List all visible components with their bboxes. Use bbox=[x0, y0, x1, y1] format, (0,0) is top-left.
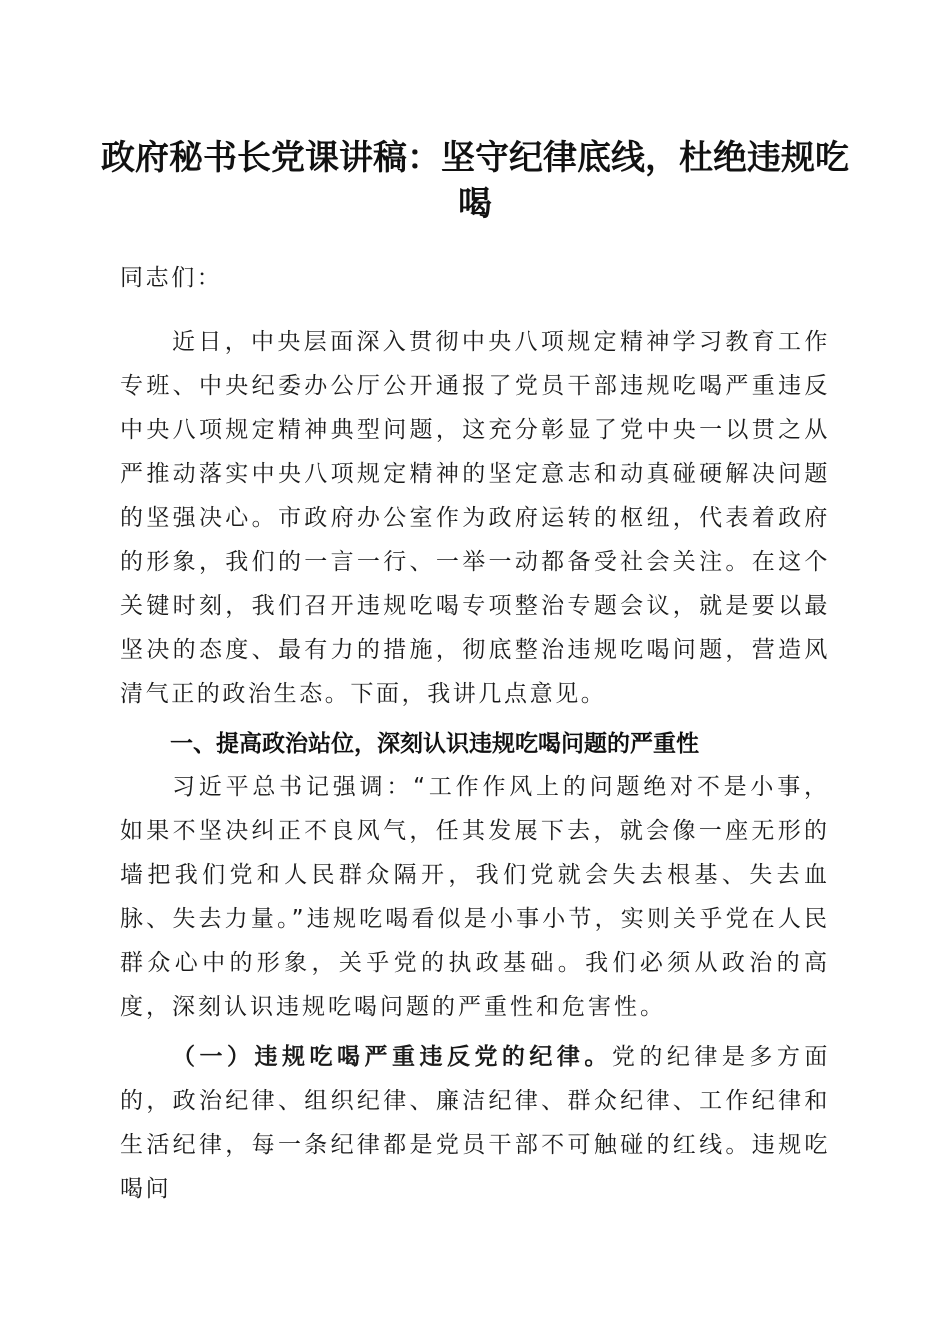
paragraph-discipline bbox=[120, 1035, 830, 1211]
paragraph-discipline-body: 党的纪律是多方面的，政治纪律、组织纪律、廉洁纪律、群众纪律、工作纪律和生活纪律，每一条纪律都是党员干部不可触碰的红线。违规吃喝问 bbox=[120, 1044, 830, 1202]
section-heading-1: 一、提高政治站位，深刻认识违规吃喝问题的严重性 bbox=[170, 731, 699, 757]
document-title: 政府秘书长党课讲稿：坚守纪律底线，杜绝违规吃喝 bbox=[101, 138, 849, 224]
salutation: 同志们： bbox=[120, 265, 223, 291]
paragraph-intro: 近日，中央层面深入贯彻中央八项规定精神学习教育工作专班、中央纪委办公厅公开通报了党员干部违规吃喝严重违反中央八项规定精神典型问题，这充分彰显了党中央一以贯之从严推动落实中央八项规定精神的坚定意志和动真碰硬解决问题的坚强决心。市政府办公室作为政府运转的枢纽，代表着政府的形象，我们的一言一行、一举一动都备受社会关注。在这个关键时刻，我们召开违规吃喝专项整治专题会议，就是要以最坚决的态度、最有力的措施，彻底整治违规吃喝问题，营造风清气正的政治生态。下面，我讲几点意见。 bbox=[120, 329, 830, 707]
paragraph-quote: 习近平总书记强调：“工作作风上的问题绝对不是小事，如果不坚决纠正不良风气，任其发展下去，就会像一座无形的墙把我们党和人民群众隔开，我们党就会失去根基、失去血脉、失去力量。”违规吃喝看似是小事小节，实则关乎党在人民群众心中的形象，关乎党的执政基础。我们必须从政治的高度，深刻认识违规吃喝问题的严重性和危害性。 bbox=[120, 774, 830, 1020]
subsection-heading-1: （一）违规吃喝严重违反党的纪律。 bbox=[172, 1043, 612, 1070]
